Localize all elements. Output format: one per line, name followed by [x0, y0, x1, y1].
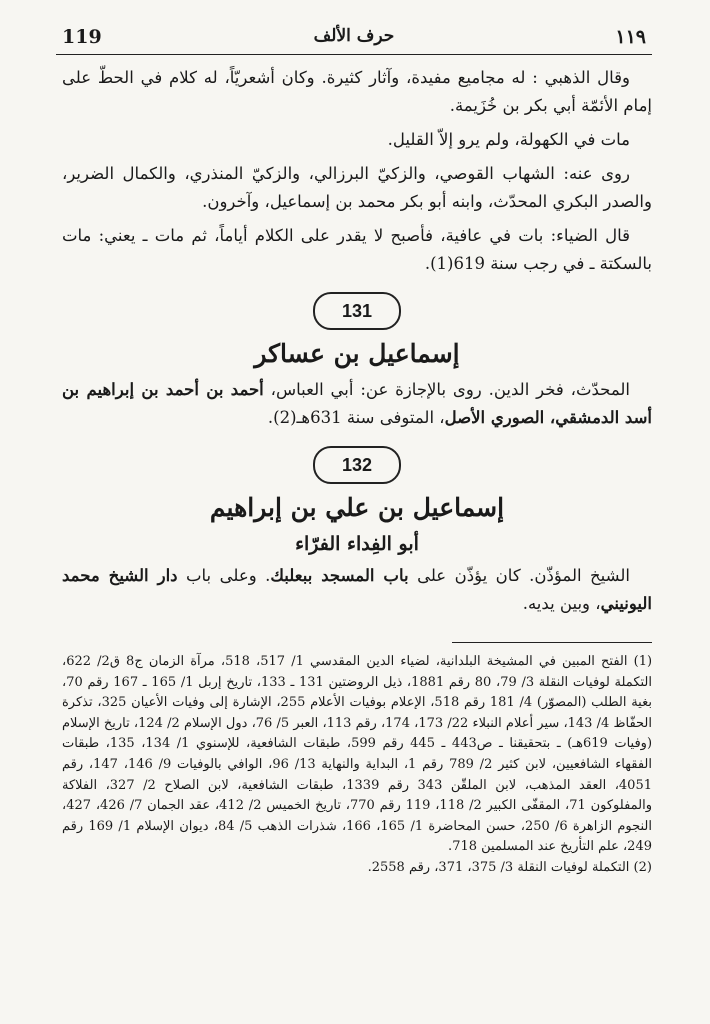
running-header — [56, 26, 652, 52]
entry-132-house-name: دار الشيخ محمد اليونيني — [62, 566, 652, 613]
footnotes — [62, 652, 652, 879]
paragraph-narrators: روى عنه: الشهاب القوصي، والزكيّ البرزالي، والزكيّ المنذري، والكمال الضرير، والصدر البكري المحدّث، وابنه أبو بكر محمد بن إسماعيل، وآخرون. — [62, 164, 652, 211]
running-title: حرف الألف — [313, 26, 395, 46]
entry-131-teacher-name: أحمد بن أحمد بن إبراهيم بن أسد الدمشقي، الصوري الأصل — [62, 380, 652, 427]
entry-text-131 — [62, 376, 652, 432]
page-number-latin: 119 — [62, 26, 102, 48]
entry-number-131: 131 — [313, 292, 401, 330]
footnote-rule — [452, 642, 652, 643]
entry-132-text-a: الشيخ المؤذّن. كان يؤذّن على — [408, 566, 630, 585]
paragraph-death: مات في الكهولة، ولم يرو إلاّ القليل. — [387, 130, 630, 149]
entry-title-131: إسماعيل بن عساكر — [254, 339, 460, 368]
page-number-arabic: ١١٩ — [615, 26, 646, 48]
entry-132-mosque-gate: باب المسجد ببعلبك — [270, 566, 409, 585]
entry-132-text-c: . وعلى باب — [177, 566, 271, 585]
paragraph-dhahabi: وقال الذهبي : له مجاميع مفيدة، وآثار كثيرة. وكان أشعريّاً، له كلام في الحطّ على إمام الأئمّة أبي بكر بن خُزَيمة. — [62, 68, 652, 115]
entry-text-132 — [62, 562, 652, 618]
main-text — [62, 64, 652, 624]
entry-subtitle-132: أبو الفِداء الفرّاء — [295, 533, 419, 555]
entry-131-text-c: ، المتوفى سنة 631هـ(2). — [267, 408, 445, 427]
header-rule — [56, 54, 652, 55]
entry-title-132: إسماعيل بن علي بن إبراهيم — [209, 493, 505, 522]
entry-131-text-a: المحدّث، فخر الدين. روى بالإجازة عن: أبي العباس، — [263, 380, 630, 399]
footnote-2: (2) التكملة لوفيات النقلة 3/ 375، 371، رقم 2558. — [367, 859, 652, 875]
entry-number-132: 132 — [313, 446, 401, 484]
footnote-1: (1) الفتح المبين في المشيخة البلدانية، لضياء الدين المقدسي 1/ 517، 518، مرآة الزمان ج8 ق2/ 622، التكملة لوفيات النقلة 3/ 79، 80 رقم 1881، ذيل الروضتين 131 ـ 133، تاريخ إربل 1/ 165 ـ 167 رقم 70، بغية الطلب (المصوّر) 4/ 181 رقم 518، الإعلام بوفيات الأعلام 255، الإشارة إلى وفيات الأعيان 325، تذكرة الحفّاظ 4/ 143، سير أعلام النبلاء 22/ 173، 174، رقم 113، العبر 5/ 76، دول الإسلام 2/ 124، تاريخ الإسلام (وفيات 619هـ) ـ بتحقيقنا ـ ص443 ـ 445 رقم 599، طبقات الشافعية، للإسنوي 1/ 134، 135، طبقات الفقهاء الشافعيين، لابن كثير 2/ 789 رقم 1، البداية والنهاية 13/ 96، الوافي بالوفيات 9/ 146، 147، رقم 4051، العقد المذهب، لابن الملقّن 343 رقم 1339، طبقات الشافعية، لابن الصلاح 2/ 327، الفلاكة والمفلوكون 71، المقفّى الكبير 2/ 118، 119 رقم 770، تاريخ الخميس 2/ 412، عقد الجمان 7/ 426، 427، النجوم الزاهرة 6/ 250، حسن المحاضرة 1/ 165، 166، شذرات الذهب 5/ 84، ديوان الإسلام 1/ 169 رقم 249، علم التأريخ عند المسلمين 718. — [62, 654, 653, 855]
paragraph-diya: قال الضياء: بات في عافية، فأصبح لا يقدر على الكلام أياماً، ثم مات ـ يعني: مات بالسكتة ـ في رجب سنة 619(1). — [62, 226, 652, 273]
entry-132-text-e: ، وبين يديه. — [522, 594, 601, 613]
